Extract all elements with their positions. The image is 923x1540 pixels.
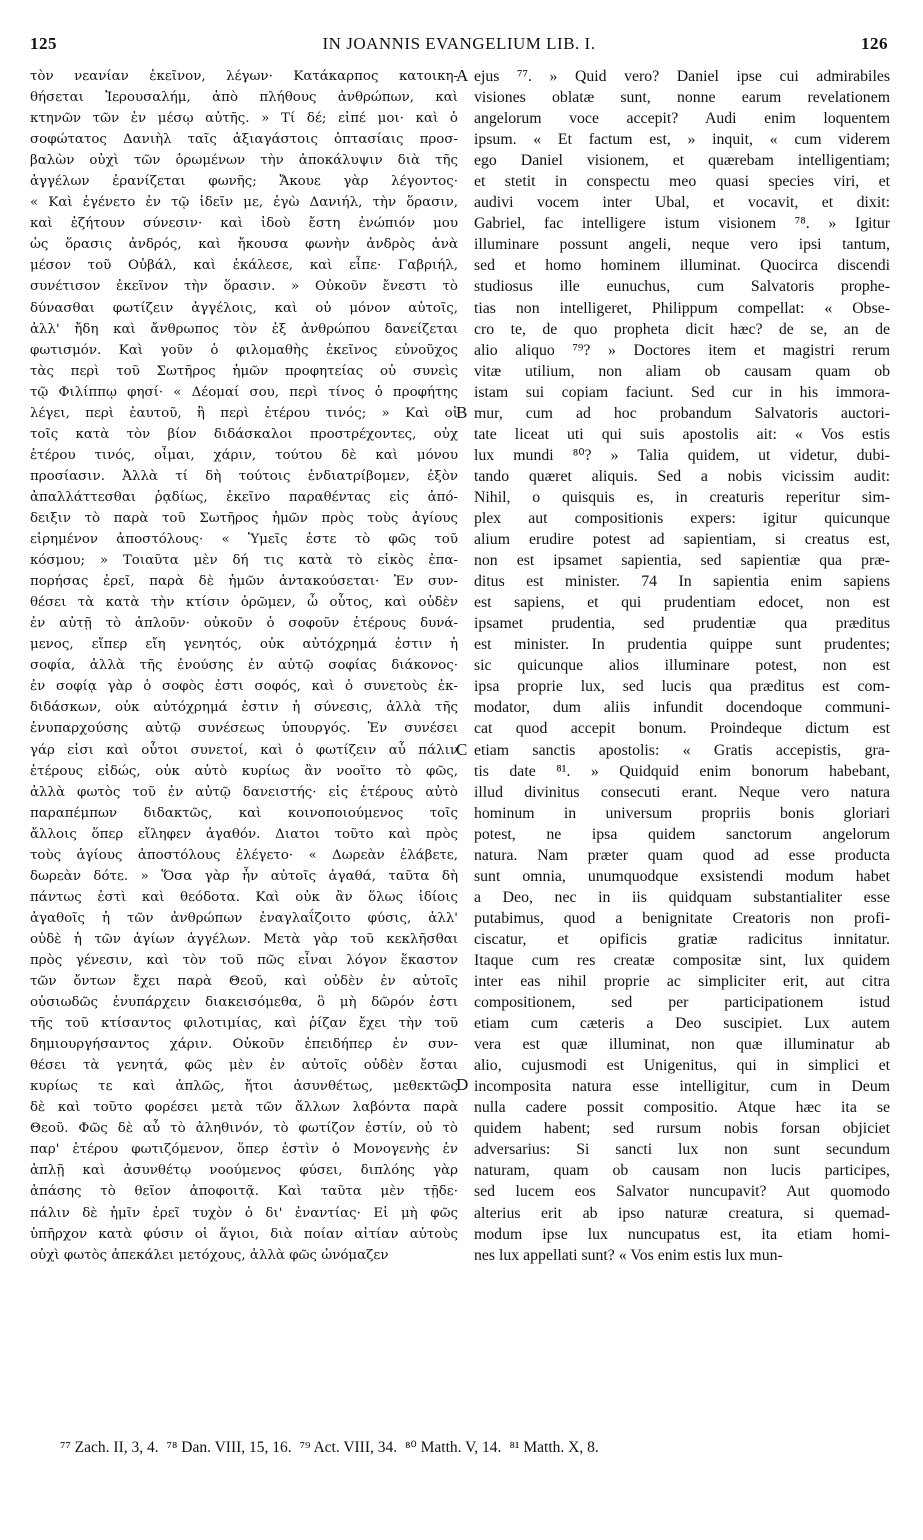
text-line: ἐνυπαρχούσης αὐτῷ συνέσεως ὑπουργός. Ἐν συνέσει xyxy=(30,721,458,737)
text-line: τοὺς ἁγίους ἀποστόλους ἐλέγετο· « Δωρεὰν ἐλάβετε, xyxy=(30,847,458,863)
text-line: ipsum. « Et factum est, » inquit, « cum viderem xyxy=(474,131,890,149)
text-line: alio, cujusmodi est Unigenitus, qui in simplici et xyxy=(474,1057,890,1075)
text-line: κυρίως τε καὶ ἁπλῶς, ἤτοι ἀσυνθέτως, μεθεκτῶς xyxy=(30,1079,458,1095)
text-line: οὐδὲ ἡ τῶν ἁγίων ἀγγέλων. Μετὰ γὰρ τοῦ κεκλῆσθαι xyxy=(30,931,458,947)
text-line: ἀλλ' ἤδη καὶ ἄνθρωπος τὸν ἐξ ἀνθρώπου δανείζεται xyxy=(30,321,458,337)
text-line: ἑτέρους εἰδώς, οὐκ αὐτὸ κυρίως ἂν νοοῖτο τὸ φῶς, xyxy=(30,763,458,779)
running-title: IN JOANNIS EVANGELIUM LIB. I. xyxy=(322,34,596,53)
text-line: vitæ utilium, non aliam ob causam quam ob xyxy=(474,362,890,380)
text-line: ἁπλῇ καὶ ἀσυνθέτῳ νοούμενος φύσει, διπλόης γὰρ xyxy=(30,1163,458,1179)
text-line: ἀλλὰ φωτὸς τοῦ ἐν αὐτῷ δανειστής· εἰς ἑτέρους αὐτὸ xyxy=(30,784,458,800)
text-line: studiosus ille eunuchus, cum Salvatoris prophe- xyxy=(474,278,890,296)
text-line: illud divinitus consecuti erant. Neque vero natura xyxy=(474,783,890,801)
greek-text-column xyxy=(30,66,458,1446)
text-line: adversarius: Si sancti lux non sunt secundum xyxy=(474,1141,890,1159)
text-line: ego Daniel visionem, et quærebam intelligentiam; xyxy=(474,152,890,170)
text-line: συνέτισον ἐκεῖνον τὴν ὅρασιν. » Οὐκοῦν ἔνεστι τὸ xyxy=(30,279,458,295)
text-line: nes lux appellati sunt? « Vos enim estis lux mun- xyxy=(474,1246,783,1264)
text-line: μέσον τοῦ Οὐβάλ, καὶ ἐκάλεσε, καὶ εἶπε· Γαβριήλ, xyxy=(30,258,458,274)
text-line: alio aliquo ⁷⁹? » Doctores item et magistri rerum xyxy=(474,341,890,359)
text-line: Itaque cum res creatæ compositæ sint, lux quidem xyxy=(474,951,890,969)
text-line: illuminare possunt angeli, neque vero ipsi tantum, xyxy=(474,236,890,254)
text-line: et stetit in conspectu meo quasi species viri, et xyxy=(474,173,890,191)
text-line: σοφώτατος Δανιὴλ ταῖς ἀξιαγάστοις ὀπτασίαις προσ- xyxy=(30,132,458,148)
text-line: θήσεται Ἱερουσαλήμ, ἀπὸ πλήθους ἀνθρώπων, καὶ xyxy=(30,90,458,106)
text-line: « Καὶ ἐγένετο ἐν τῷ ἰδεῖν με, ἐγὼ Δανιήλ, τὴν ὅρασιν, xyxy=(30,195,458,211)
section-marker-a: A xyxy=(456,66,469,85)
text-line: cro te, de quo propheta dicit hæc? de se, an de xyxy=(474,320,890,338)
latin-text-column xyxy=(474,66,890,1446)
text-line: vera est quæ illuminat, non quæ illuminatur ab xyxy=(474,1036,890,1054)
text-line: cat quod accepit bonum. Proindeque dictum est xyxy=(474,720,890,738)
text-line: φωτισμόν. Καὶ γοῦν ὁ φιλομαθὴς ἐκεῖνος εὐνοῦχος xyxy=(30,342,458,358)
text-line: δύνασθαι φωτίζειν ἀγγέλοις, καὶ οὐ μόνον αὐτοῖς, xyxy=(30,300,458,316)
text-line: πρὸς γένεσιν, καὶ τὸν τοῦ πῶς εἶναι λόγον ἕκαστον xyxy=(30,952,458,968)
running-header xyxy=(30,34,888,60)
text-line: alterius erit ab ipso naturæ creatura, si quemad- xyxy=(474,1204,890,1222)
page-number-left: 125 xyxy=(30,34,57,53)
text-line: ἀγαθοῖς ἡ τῶν ἀνθρώπων ἐναγλαΐζοιτο φύσις, ἀλλ' xyxy=(30,910,458,926)
text-line: Gabriel, fac intelligere istum visionem ⁷⁸. » Igitur xyxy=(474,215,890,233)
text-line: βαλὼν οὐχὶ τῶν ὁρωμένων τὴν ἀποκάλυψιν διὰ τῆς xyxy=(30,153,458,169)
text-line: lux mundi ⁸⁰? » Talia quidem, ut videtur, dubi- xyxy=(474,446,890,464)
text-line: τῆς τοῦ κτίσαντος φιλοτιμίας, καὶ ῥίζαν ἔχει τὴν τοῦ xyxy=(30,1016,458,1032)
text-line: πορήσας ἐρεῖ, παρὰ δὲ ἡμῶν ἀντακούσεται· Ἐν συν- xyxy=(30,574,458,590)
text-line: mur, cum ad hoc probandum Salvatoris auctori- xyxy=(474,404,890,422)
text-line: plex aut compositionis expers: igitur quicunque xyxy=(474,509,890,527)
text-line: λέγει, περὶ ἑαυτοῦ, ἢ περὶ ἑτέρου τινός; » Καὶ οἱ xyxy=(30,405,458,421)
text-line: istam sui copiam faciunt. Sed cur in his immora- xyxy=(474,383,890,401)
text-line: natura. Nam præter quam quod ad esse producta xyxy=(474,846,890,864)
text-line: potest, ne ipsa quidem sanctorum angelorum xyxy=(474,825,890,843)
text-line: θέσει τὰ κατὰ τὴν κτίσιν ὁρῶμεν, ὦ οὗτος, καὶ οὐδὲν xyxy=(30,595,458,611)
footnote: ⁷⁷ Zach. II, 3, 4. xyxy=(60,1439,159,1456)
text-line: διδάσκων, οὐκ αὐτόχρημά ἐστιν ἡ σύνεσις, ἀλλὰ τῆς xyxy=(30,700,458,716)
text-line: hominum in universum propriis bonis gloriari xyxy=(474,804,890,822)
text-line: ἄλλοις ὅπερ εἴληφεν ἀγαθόν. Διατοι τοῦτο καὶ πρὸς xyxy=(30,826,458,842)
text-line: a Deo, nec in iis quidquam substantialiter esse xyxy=(474,888,890,906)
text-line: Nihil, o quisquis es, in creaturis reperitur sim- xyxy=(474,488,890,506)
footnote: ⁷⁸ Dan. VIII, 15, 16. xyxy=(166,1439,292,1456)
text-line: ἑτέρου τινός, οἶμαι, χάριν, τούτου δὲ καὶ μόνου xyxy=(30,447,458,463)
text-line: παραπέμπων διδακτῶς, καὶ κοινοποιούμενος τοῖς xyxy=(30,805,458,821)
text-line: tando quæret aliquis. Sed a nobis vicissim audit: xyxy=(474,467,890,485)
text-line: modator, dum aliis infundit docendoque communi- xyxy=(474,699,890,717)
text-line: ἀπαλλάττεσθαι ῥᾳδίως, ἐκεῖνο παραθέντας εἰς ἀπό- xyxy=(30,489,458,505)
text-line: tias non intelligeret, Philippum compellat: « Obse- xyxy=(474,299,890,317)
text-line: ipsa proprie lux, sed lucis qua præditus est com- xyxy=(474,678,890,696)
text-line: non est ipsamet sapientia, sed sapientiæ qua præ- xyxy=(474,552,890,570)
text-line: ejus ⁷⁷. » Quid vero? Daniel ipse cui admirabiles xyxy=(474,68,890,85)
text-line: quidem habent; sed rursum nobis forsan objiciet xyxy=(474,1120,890,1138)
footnotes xyxy=(60,1438,880,1462)
text-line: σοφία, ἀλλὰ τῆς ἐνούσης ἐν αὐτῷ σοφίας διάκονος· xyxy=(30,658,458,674)
text-line: θέσει τὰ γενητά, φῶς μὲν ἐν αὐτοῖς οὐδὲν ἔσται xyxy=(30,1058,458,1074)
text-line: ἐν σοφίᾳ γὰρ ὁ σοφὸς ἐστι σοφός, καὶ ὁ συνετοὺς ἐκ- xyxy=(30,679,458,695)
section-marker-d: D xyxy=(456,1075,469,1094)
text-line: tis date ⁸¹. » Quidquid enim bonorum habebant, xyxy=(474,762,890,780)
text-line: ἁπάσης τὸ θεῖον ἀποφοιτᾷ. Καὶ ταῦτα μὲν τῇδε· xyxy=(30,1184,458,1200)
text-line: παρ' ἑτέρου φωτιζόμενον, ὅπερ ἐστὶν ὁ Μονογενὴς ἐν xyxy=(30,1142,458,1158)
text-line: εἰρημένον ἀποστόλους· « Ὑμεῖς ἐστε τὸ φῶς τοῦ xyxy=(30,532,458,548)
text-line: ἀγγέλων ἐρανίζεται φωνῆς; Ἄκουε γὰρ λέγοντος· xyxy=(30,174,458,190)
text-line: audivi vocem inter Ubal, et vocavit, et dixit: xyxy=(474,194,890,212)
footnote: ⁸¹ Matth. X, 8. xyxy=(509,1439,599,1456)
text-line: tate liceat uti qui suis apostolis ait: « Vos estis xyxy=(474,425,890,443)
text-line: modum ipse lux nuncupatus est, ita etiam homi- xyxy=(474,1225,890,1243)
footnote: ⁷⁹ Act. VIII, 34. xyxy=(299,1439,398,1456)
text-line: οὐσιωδῶς ἐνυπάρχειν διακεισόμεθα, ὃ μὴ δῶρόν ἐστι xyxy=(30,995,458,1011)
text-line: nulla cadere possit compositio. Atque hæc ita se xyxy=(474,1099,890,1117)
text-line: est sapiens, et qui prudentiam edocet, non est xyxy=(474,594,890,612)
text-line: κτηνῶν τῶν ἐν μέσῳ αὐτῆς. » Τί δέ; εἰπέ μοι· καὶ ὁ xyxy=(30,111,458,127)
text-line: τὰς περὶ τοῦ Σωτῆρος ἡμῶν προφητείας οὐ συνεὶς xyxy=(30,363,458,379)
text-line: etiam sanctis apostolis: « Gratis accepistis, gra- xyxy=(474,741,890,759)
page-number-right: 126 xyxy=(861,34,888,53)
text-line: κόσμου; » Τοιαῦτα μὲν δή τις κατὰ τὸ εἰκὸς ἐπα- xyxy=(30,553,458,569)
text-line: incomposita natura esse intelligitur, cum in Deum xyxy=(474,1078,890,1096)
text-line: ditus est minister. 74 In sapientia enim sapiens xyxy=(474,573,890,591)
text-line: putabimus, quod a benignitate Creatoris non profi- xyxy=(474,909,890,927)
text-line: καὶ ἐζήτουν σύνεσιν· καὶ ἰδοὺ ἔστη ἐνώπιόν μου xyxy=(30,216,458,232)
text-line: δημιουργήσαντος χάριν. Οὐκοῦν ἐπειδήπερ ἐν συν- xyxy=(30,1037,458,1053)
text-line: πάντως ἐστὶ καὶ θεόδοτα. Καὶ οὐκ ἂν ὅλως ἰδίοις xyxy=(30,889,458,905)
section-marker-c: C xyxy=(456,740,468,759)
text-line: δειξιν τὸ παρὰ τοῦ Σωτῆρος ἡμῶν πρὸς τοὺς ἁγίους xyxy=(30,510,458,526)
text-line: τῶν ὄντων ἔχει παρὰ Θεοῦ, καὶ οὐδὲν ἐν αὐτοῖς xyxy=(30,974,458,990)
text-line: angelorum voce accepit? Audi enim loquentem xyxy=(474,110,890,128)
footnote: ⁸⁰ Matth. V, 14. xyxy=(405,1439,502,1456)
text-line: ὑπῆρχον κατὰ φύσιν οἱ ἅγιοι, διὰ ποίαν αἰτίαν αὐτοὺς xyxy=(30,1226,458,1242)
text-line: etiam cum cæteris a Deo suscipiet. Lux autem xyxy=(474,1015,890,1033)
text-line: μενος, εἴπερ εἴη γενητός, οὐκ αὐτόχρημά ἐστιν ἡ xyxy=(30,637,458,653)
text-line: ciscatur, et opificis gratiæ radicitus innitatur. xyxy=(474,930,890,948)
section-marker-b: B xyxy=(456,403,468,422)
text-line: sic quicunque alios illuminare potest, non est xyxy=(474,657,890,675)
text-line: πάλιν δὲ ἡμῖν ἐρεῖ τυχὸν ὁ δι' ἐναντίας· Εἰ μὴ φῶς xyxy=(30,1205,458,1221)
text-line: compositionem, sed per participationem istud xyxy=(474,994,890,1012)
text-line: οὐχὶ φωτὸς ἀπεκάλει μετόχους, ἀλλὰ φῶς ὠνόμαζεν xyxy=(30,1247,389,1263)
text-line: δωρεὰν δότε. » Ὅσα γὰρ ἦν αὐτοῖς ἀγαθά, ταῦτα δὴ xyxy=(30,868,458,884)
text-line: Θεοῦ. Φῶς δὲ αὖ τὸ ἀληθινόν, τὸ φωτίζον ἐστίν, οὐ τὸ xyxy=(30,1121,458,1137)
text-line: ipsamet prudentia, sed prudentiæ qua præditus xyxy=(474,615,890,633)
text-line: ἐν αὐτῇ τὸ ἁπλοῦν· οὐκοῦν ὁ σοφοῦν ἑτέρους δυνά- xyxy=(30,616,458,632)
text-line: inter eas nihil proprie ac simpliciter erit, aut citra xyxy=(474,973,890,991)
text-line: τὸν νεανίαν ἐκεῖνον, λέγων· Κατάκαρπος κατοικη- xyxy=(30,69,458,84)
text-line: ὡς ὅρασις ἀνδρός, καὶ ἤκουσα φωνὴν ἀνδρὸς ἀνὰ xyxy=(30,237,458,253)
text-line: alium erudire potest ad sapientiam, si creatus est, xyxy=(474,531,890,549)
text-line: sed et homo hominem illuminat. Quocirca discendi xyxy=(474,257,890,275)
text-line: δὲ καὶ τοῦτο φορέσει μετὰ τῶν ἄλλων λαβόντα παρὰ xyxy=(30,1100,458,1116)
text-line: γάρ εἰσι καὶ οὗτοι συνετοί, καὶ ὁ φωτίζειν αὖ πάλιν xyxy=(30,742,458,758)
text-line: naturam, quam ob causam non lucis participes, xyxy=(474,1162,890,1180)
text-line: τοῖς κατὰ τὸν βίον διδάσκαλοι προστρέχοντες, οὐχ xyxy=(30,426,458,442)
text-line: προσίασιν. Ἀλλὰ τί δὴ τούτοις ἐνδιατρίβομεν, ἐξὸν xyxy=(30,468,458,484)
text-line: visiones oblatæ sunt, nonne earum revelationem xyxy=(474,89,890,107)
text-line: est minister. In prudentia quippe sunt prudentes; xyxy=(474,636,890,654)
text-line: τῷ Φιλίππῳ φησί· « Δέομαί σου, περὶ τίνος ὁ προφήτης xyxy=(30,384,458,400)
text-line: sunt omnia, unumquodque exsistendi modum habet xyxy=(474,867,890,885)
text-line: sed lucem eos Salvator nuncupavit? Aut quomodo xyxy=(474,1183,890,1201)
